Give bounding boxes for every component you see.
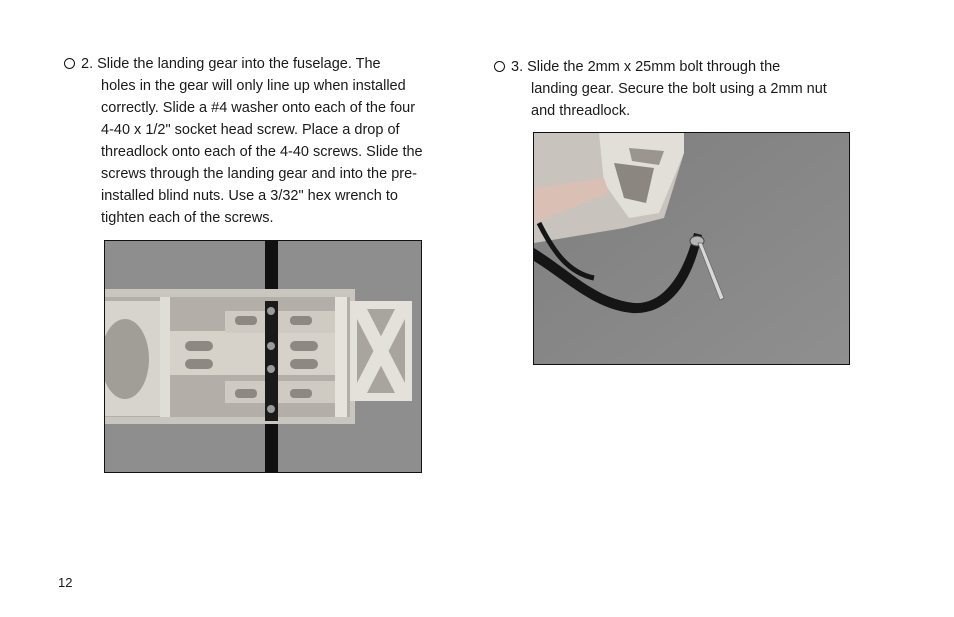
step-2-line-1: 2. Slide the landing gear into the fuselage. The bbox=[81, 56, 381, 72]
landing-gear-bolt-photo bbox=[533, 132, 850, 365]
page-number: 12 bbox=[58, 575, 73, 590]
step-2-line-7: installed blind nuts. Use a 3/32" hex wrench to bbox=[101, 188, 398, 204]
landing-gear-fuselage-photo bbox=[104, 240, 422, 473]
step-2-line-6: screws through the landing gear and into the pre- bbox=[101, 166, 417, 182]
step-2-line-2: holes in the gear will only line up when installed bbox=[101, 78, 406, 94]
step-2-line-4: 4-40 x 1/2" socket head screw. Place a drop of bbox=[101, 122, 400, 138]
step-3-line-1: 3. Slide the 2mm x 25mm bolt through the bbox=[511, 59, 781, 75]
step-3-instruction bbox=[494, 56, 827, 122]
step-3-line-3: and threadlock. bbox=[531, 103, 631, 119]
step-2-line-5: threadlock onto each of the 4-40 screws. Slide the bbox=[101, 144, 423, 160]
step-2-line-8: tighten each of the screws. bbox=[101, 210, 274, 226]
step-3-checkbox-icon[interactable] bbox=[494, 61, 505, 72]
step-2-checkbox-icon[interactable] bbox=[64, 58, 75, 69]
step-2-instruction bbox=[64, 53, 423, 229]
step-3-line-2: landing gear. Secure the bolt using a 2mm nut bbox=[531, 81, 827, 97]
step-2-line-3: correctly. Slide a #4 washer onto each of the four bbox=[101, 100, 416, 116]
